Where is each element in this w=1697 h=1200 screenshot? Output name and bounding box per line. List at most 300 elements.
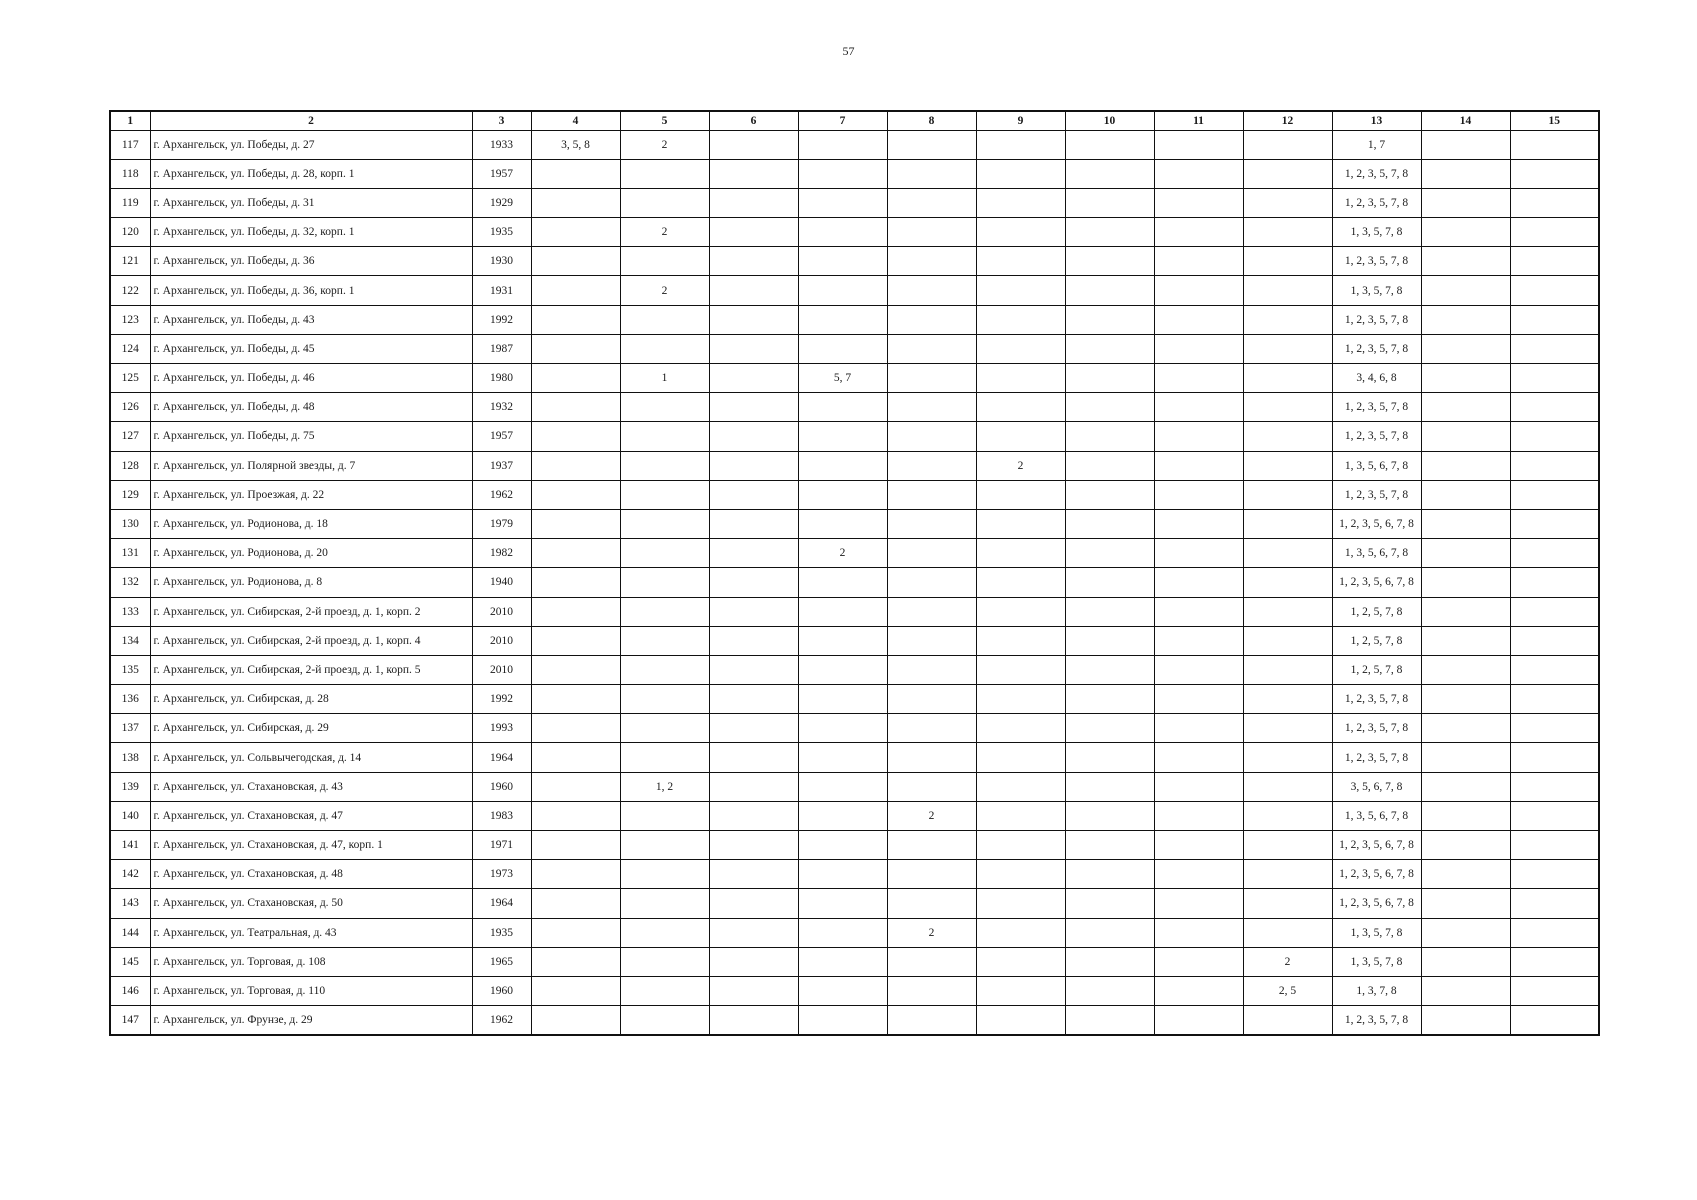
table-cell [620, 480, 709, 509]
table-cell [798, 130, 887, 159]
table-cell [1154, 743, 1243, 772]
row-number-cell: 147 [110, 1006, 150, 1035]
table-cell [1510, 685, 1599, 714]
table-row [110, 159, 1599, 188]
table-cell [709, 597, 798, 626]
table-cell [887, 305, 976, 334]
year-cell: 1992 [472, 305, 531, 334]
row-number-cell: 128 [110, 451, 150, 480]
table-cell [1421, 831, 1510, 860]
row-number-cell: 125 [110, 364, 150, 393]
row-number-cell: 122 [110, 276, 150, 305]
table-cell [709, 247, 798, 276]
table-cell [1065, 889, 1154, 918]
year-cell: 1973 [472, 860, 531, 889]
table-cell [1154, 393, 1243, 422]
table-cell [1154, 831, 1243, 860]
table-cell [620, 188, 709, 217]
table-cell [1065, 451, 1154, 480]
table-cell [1243, 305, 1332, 334]
table-cell [531, 801, 620, 830]
table-row [110, 247, 1599, 276]
table-cell [1065, 364, 1154, 393]
table-cell [1421, 860, 1510, 889]
row-number-cell: 130 [110, 509, 150, 538]
table-cell [887, 831, 976, 860]
table-cell [887, 509, 976, 538]
table-cell: 1, 2, 3, 5, 7, 8 [1332, 685, 1421, 714]
table-cell [1421, 743, 1510, 772]
row-number-cell: 141 [110, 831, 150, 860]
page-number: 57 [842, 44, 855, 58]
table-cell [1421, 655, 1510, 684]
table-cell [1510, 451, 1599, 480]
table-cell [798, 714, 887, 743]
table-cell [1510, 714, 1599, 743]
table-row [110, 364, 1599, 393]
column-header: 9 [976, 111, 1065, 130]
table-row [110, 130, 1599, 159]
table-cell [798, 218, 887, 247]
table-cell [976, 568, 1065, 597]
table-cell [1065, 685, 1154, 714]
table-cell: 3, 5, 6, 7, 8 [1332, 772, 1421, 801]
table-cell [798, 889, 887, 918]
table-cell [798, 743, 887, 772]
year-cell: 1935 [472, 218, 531, 247]
table-cell [1510, 422, 1599, 451]
table-cell [1243, 626, 1332, 655]
year-cell: 1983 [472, 801, 531, 830]
table-cell [531, 539, 620, 568]
table-cell [887, 159, 976, 188]
column-header: 7 [798, 111, 887, 130]
table-cell [620, 247, 709, 276]
address-cell: г. Архангельск, ул. Родионова, д. 8 [150, 568, 472, 597]
table-cell [1065, 1006, 1154, 1035]
table-cell [1421, 130, 1510, 159]
table-cell [531, 685, 620, 714]
table-cell [1510, 539, 1599, 568]
table-cell [976, 626, 1065, 655]
year-cell: 1932 [472, 393, 531, 422]
table-cell [1065, 976, 1154, 1005]
table-cell [976, 422, 1065, 451]
table-cell [976, 334, 1065, 363]
table-cell [1510, 130, 1599, 159]
table-cell: 1 [620, 364, 709, 393]
table-cell [1421, 889, 1510, 918]
row-number-cell: 134 [110, 626, 150, 655]
table-cell: 1, 2, 5, 7, 8 [1332, 597, 1421, 626]
table-cell [709, 831, 798, 860]
row-number-cell: 119 [110, 188, 150, 217]
table-row [110, 188, 1599, 217]
table-cell [1154, 655, 1243, 684]
row-number-cell: 129 [110, 480, 150, 509]
table-cell [1421, 364, 1510, 393]
table-cell [887, 480, 976, 509]
table-cell [798, 334, 887, 363]
table-cell [1154, 305, 1243, 334]
table-row [110, 801, 1599, 830]
table-cell: 1, 2, 3, 5, 6, 7, 8 [1332, 568, 1421, 597]
table-cell [1510, 364, 1599, 393]
table-cell [1065, 539, 1154, 568]
table-cell [1243, 539, 1332, 568]
table-cell [1510, 247, 1599, 276]
table-cell [620, 305, 709, 334]
table-cell [1243, 831, 1332, 860]
table-row [110, 480, 1599, 509]
row-number-cell: 127 [110, 422, 150, 451]
row-number-cell: 143 [110, 889, 150, 918]
table-cell: 1, 2, 3, 5, 7, 8 [1332, 393, 1421, 422]
table-cell [531, 947, 620, 976]
table-cell: 1, 2, 3, 5, 7, 8 [1332, 1006, 1421, 1035]
table-cell: 1, 2, 3, 5, 6, 7, 8 [1332, 509, 1421, 538]
table-cell [1243, 597, 1332, 626]
year-cell: 1960 [472, 976, 531, 1005]
table-cell [887, 714, 976, 743]
table-cell [887, 772, 976, 801]
table-cell [976, 889, 1065, 918]
year-cell: 2010 [472, 626, 531, 655]
table-cell [976, 1006, 1065, 1035]
column-header: 11 [1154, 111, 1243, 130]
table-cell [1510, 831, 1599, 860]
row-number-cell: 131 [110, 539, 150, 568]
table-cell [620, 626, 709, 655]
table-cell [1065, 480, 1154, 509]
table-cell [620, 393, 709, 422]
table-cell [798, 305, 887, 334]
table-cell [1065, 772, 1154, 801]
table-cell [709, 860, 798, 889]
table-cell [1243, 889, 1332, 918]
address-cell: г. Архангельск, ул. Стахановская, д. 43 [150, 772, 472, 801]
year-cell: 1957 [472, 159, 531, 188]
table-cell [709, 539, 798, 568]
year-cell: 1960 [472, 772, 531, 801]
table-cell [976, 685, 1065, 714]
table-cell [1065, 188, 1154, 217]
year-cell: 1992 [472, 685, 531, 714]
address-cell: г. Архангельск, ул. Торговая, д. 108 [150, 947, 472, 976]
table-cell [709, 188, 798, 217]
table-cell [1065, 393, 1154, 422]
table-cell [798, 918, 887, 947]
table-cell [531, 976, 620, 1005]
year-cell: 1964 [472, 889, 531, 918]
table-cell [976, 364, 1065, 393]
table-cell [976, 714, 1065, 743]
table-cell [531, 218, 620, 247]
table-cell [620, 334, 709, 363]
table-cell [1243, 334, 1332, 363]
year-cell: 1980 [472, 364, 531, 393]
year-cell: 1993 [472, 714, 531, 743]
table-cell [709, 218, 798, 247]
table-row [110, 743, 1599, 772]
address-cell: г. Архангельск, ул. Победы, д. 27 [150, 130, 472, 159]
table-cell [1065, 509, 1154, 538]
table-cell [1421, 714, 1510, 743]
table-cell [709, 889, 798, 918]
table-cell [709, 626, 798, 655]
table-row [110, 509, 1599, 538]
column-header: 8 [887, 111, 976, 130]
table-cell [709, 393, 798, 422]
table-cell [1065, 947, 1154, 976]
table-cell [531, 451, 620, 480]
table-cell [887, 334, 976, 363]
table-cell [709, 422, 798, 451]
row-number-cell: 142 [110, 860, 150, 889]
table-cell [1065, 655, 1154, 684]
table-cell: 1, 3, 5, 7, 8 [1332, 218, 1421, 247]
table-cell: 2 [620, 218, 709, 247]
table-cell [1243, 714, 1332, 743]
table-row [110, 539, 1599, 568]
table-cell: 1, 2, 3, 5, 6, 7, 8 [1332, 860, 1421, 889]
table-cell [1243, 655, 1332, 684]
address-cell: г. Архангельск, ул. Сибирская, д. 29 [150, 714, 472, 743]
table-cell [1510, 393, 1599, 422]
year-cell: 1957 [472, 422, 531, 451]
table-cell [1510, 743, 1599, 772]
table-cell [887, 393, 976, 422]
address-cell: г. Архангельск, ул. Стахановская, д. 47, корп. 1 [150, 831, 472, 860]
table-row [110, 451, 1599, 480]
address-cell: г. Архангельск, ул. Родионова, д. 20 [150, 539, 472, 568]
column-header: 1 [110, 111, 150, 130]
table-cell [531, 159, 620, 188]
table-cell [531, 276, 620, 305]
table-cell: 1, 2, 3, 5, 7, 8 [1332, 714, 1421, 743]
table-header-row [110, 111, 1599, 130]
row-number-cell: 138 [110, 743, 150, 772]
table-cell [1510, 772, 1599, 801]
table-cell [531, 743, 620, 772]
table-cell [531, 334, 620, 363]
table-cell [1154, 918, 1243, 947]
address-cell: г. Архангельск, ул. Фрунзе, д. 29 [150, 1006, 472, 1035]
table-cell [1154, 626, 1243, 655]
address-cell: г. Архангельск, ул. Победы, д. 45 [150, 334, 472, 363]
table-cell [887, 860, 976, 889]
table-cell: 1, 2, 3, 5, 7, 8 [1332, 480, 1421, 509]
table-cell [531, 568, 620, 597]
table-cell [1154, 422, 1243, 451]
year-cell: 1929 [472, 188, 531, 217]
table-cell [887, 364, 976, 393]
table-row [110, 597, 1599, 626]
table-cell [887, 626, 976, 655]
table-cell [798, 801, 887, 830]
table-cell [798, 947, 887, 976]
table-cell [1510, 655, 1599, 684]
table-cell [887, 247, 976, 276]
table-row [110, 655, 1599, 684]
table-cell [1154, 130, 1243, 159]
table-cell [1243, 364, 1332, 393]
address-cell: г. Архангельск, ул. Победы, д. 36 [150, 247, 472, 276]
address-cell: г. Архангельск, ул. Стахановская, д. 50 [150, 889, 472, 918]
table-cell [1154, 889, 1243, 918]
table-cell [798, 655, 887, 684]
table-cell [1065, 831, 1154, 860]
row-number-cell: 136 [110, 685, 150, 714]
table-cell [887, 685, 976, 714]
table-cell [1421, 801, 1510, 830]
table-cell: 1, 3, 5, 6, 7, 8 [1332, 801, 1421, 830]
table-cell [620, 860, 709, 889]
address-cell: г. Архангельск, ул. Театральная, д. 43 [150, 918, 472, 947]
table-cell [1421, 276, 1510, 305]
table-cell [798, 247, 887, 276]
table-cell [709, 655, 798, 684]
table-cell [1243, 480, 1332, 509]
table-cell [1243, 772, 1332, 801]
table-cell [1154, 276, 1243, 305]
table-cell [1510, 509, 1599, 538]
table-cell [798, 276, 887, 305]
year-cell: 1964 [472, 743, 531, 772]
table-cell [620, 509, 709, 538]
table-cell [1154, 218, 1243, 247]
table-cell [887, 422, 976, 451]
table-cell [1154, 860, 1243, 889]
table-cell [620, 451, 709, 480]
column-header: 10 [1065, 111, 1154, 130]
table-cell [1243, 218, 1332, 247]
address-cell: г. Архангельск, ул. Победы, д. 28, корп. 1 [150, 159, 472, 188]
table-cell [620, 976, 709, 1005]
row-number-cell: 120 [110, 218, 150, 247]
table-cell [531, 188, 620, 217]
table-row [110, 772, 1599, 801]
table-cell [531, 509, 620, 538]
address-cell: г. Архангельск, ул. Победы, д. 36, корп. 1 [150, 276, 472, 305]
table-cell [887, 597, 976, 626]
table-cell [976, 480, 1065, 509]
year-cell: 1979 [472, 509, 531, 538]
table-cell [1154, 597, 1243, 626]
table-cell: 1, 2, 3, 5, 7, 8 [1332, 159, 1421, 188]
table-cell [620, 1006, 709, 1035]
table-cell [620, 801, 709, 830]
row-number-cell: 132 [110, 568, 150, 597]
table-row [110, 714, 1599, 743]
table-cell [709, 976, 798, 1005]
table-cell [531, 714, 620, 743]
table-cell [620, 685, 709, 714]
table-cell [620, 889, 709, 918]
table-cell [1421, 685, 1510, 714]
table-cell [709, 509, 798, 538]
table-cell [1510, 1006, 1599, 1035]
table-cell: 1, 2, 3, 5, 6, 7, 8 [1332, 889, 1421, 918]
table-cell [798, 976, 887, 1005]
table-cell [1510, 597, 1599, 626]
address-cell: г. Архангельск, ул. Торговая, д. 110 [150, 976, 472, 1005]
table-cell [1243, 247, 1332, 276]
table-cell [1421, 918, 1510, 947]
table-cell [620, 159, 709, 188]
table-cell: 2 [798, 539, 887, 568]
table-cell [709, 743, 798, 772]
table-cell [976, 188, 1065, 217]
table-cell [798, 568, 887, 597]
table-cell: 1, 2, 5, 7, 8 [1332, 655, 1421, 684]
table-cell [709, 801, 798, 830]
table-cell [1421, 947, 1510, 976]
address-cell: г. Архангельск, ул. Победы, д. 48 [150, 393, 472, 422]
year-cell: 1962 [472, 1006, 531, 1035]
table-cell: 1, 3, 5, 7, 8 [1332, 276, 1421, 305]
table-cell [1421, 772, 1510, 801]
table-cell [887, 743, 976, 772]
table-cell [709, 772, 798, 801]
table-cell [976, 509, 1065, 538]
table-cell [1154, 480, 1243, 509]
table-row [110, 218, 1599, 247]
table-cell [1243, 422, 1332, 451]
table-cell [1510, 218, 1599, 247]
table-cell [1154, 976, 1243, 1005]
table-cell [798, 685, 887, 714]
year-cell: 1982 [472, 539, 531, 568]
table-cell [1421, 334, 1510, 363]
table-cell [531, 860, 620, 889]
table-cell [1065, 743, 1154, 772]
table-cell [1510, 568, 1599, 597]
table-cell [1421, 422, 1510, 451]
column-header: 6 [709, 111, 798, 130]
table-cell [1510, 889, 1599, 918]
table-cell [531, 480, 620, 509]
table-cell [531, 393, 620, 422]
year-cell: 2010 [472, 597, 531, 626]
table-cell [531, 597, 620, 626]
table-cell [1065, 422, 1154, 451]
address-cell: г. Архангельск, ул. Победы, д. 32, корп. 1 [150, 218, 472, 247]
table-cell [976, 918, 1065, 947]
table-cell [1154, 947, 1243, 976]
address-cell: г. Архангельск, ул. Сибирская, 2-й проезд, д. 1, корп. 4 [150, 626, 472, 655]
table-cell [1510, 626, 1599, 655]
table-cell [1421, 539, 1510, 568]
table-cell [1421, 1006, 1510, 1035]
table-cell [1510, 159, 1599, 188]
table-cell [1065, 159, 1154, 188]
row-number-cell: 145 [110, 947, 150, 976]
column-header: 12 [1243, 111, 1332, 130]
table-cell: 1, 3, 7, 8 [1332, 976, 1421, 1005]
table-cell [976, 831, 1065, 860]
table-cell [887, 218, 976, 247]
table-cell [976, 655, 1065, 684]
table-cell [976, 743, 1065, 772]
table-cell [1243, 918, 1332, 947]
row-number-cell: 133 [110, 597, 150, 626]
table-cell [1154, 772, 1243, 801]
table-cell [531, 247, 620, 276]
row-number-cell: 123 [110, 305, 150, 334]
table-cell [1154, 1006, 1243, 1035]
table-cell [1243, 276, 1332, 305]
